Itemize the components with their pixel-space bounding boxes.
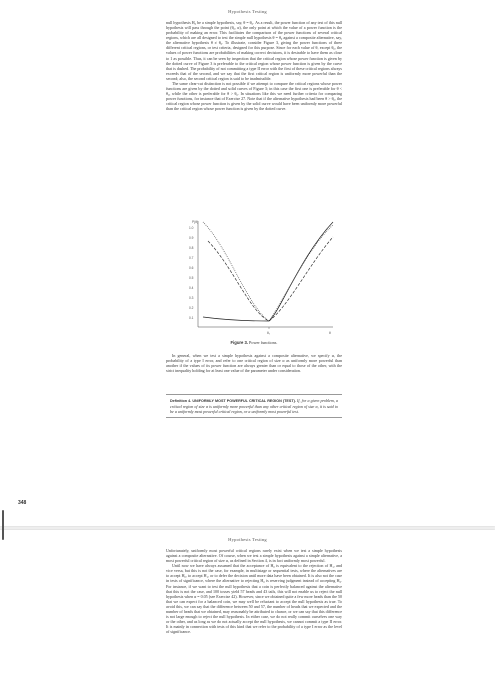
paragraph: Until now we have always assumed that the acceptance of H₀ is equivalent to the rejection of H₁, and vice versa, but this is not the case, for example, in multistage or sequential tests, where the alternatives are to accept H₀, to accept H₁, or to defer the decision until more data have been obtained. It is also not the case in tests of significance, where the alternative to rejecting H₀ is reserving judgment instead of accepting H₀. For instance, if we want to test the null hypothesis that a coin is perfectly balanced against the alternative that this is not the case, and 100 tosses yield 57 heads and 43 tails, this will not enable us to reject the null hypothesis when α = 0.05 (see Exercise 42). However, since we obtained quite a few more heads than the 50 that we can expect for a balanced coin, we may well be reluctant to accept the null hypothesis as true. To avoid this, we can say that the difference between 50 and 57, the number of heads that we expected and the number of heads that we obtained, may reasonably be attributed to chance, or we can say that this difference is not large enough to reject the null hypothesis. In either case, we do not really commit ourselves one way or the other, and as long as we do not actually accept the null hypothesis, we cannot commit a type II error. It is mainly in connection with tests of this kind that we refer to the probability of a type I error as the level of significance.	[166, 563, 342, 635]
y-tick-label: 0.2	[189, 306, 194, 310]
definition-body: If, for a given problem, a critical region of size α is uniformly more powerful than any other critical region of size α, it is said to be a uniformly most powerful critical region, or a uniformly most powerful test.	[170, 398, 338, 414]
paragraph: null hypothesis H₀ be a simple hypothesis, say, θ = θ₀. As a result, the power function of any test of this null hypothesis will pass through the point (θ₀, α), the only point at which the value of a power function is the probability of making an error. This facilitates the comparison of the power functions of several critical regions, which are all designed to test the simple null hypothesis θ = θ₀ against a composite alternative, say, the alternative hypothesis θ ≠ θ₀. To illustrate, consider Figure 3, giving the power functions of three different critical regions, or test criteria, designed for this purpose. Since for each value of θ, except θ₀, the values of power functions are probabilities of making correct decisions, it is desirable to have them as close to 1 as possible. Thus, it can be seen by inspection that the critical region whose power function is given by the dotted curve of Figure 3 is preferable to the critical region whose power function is given by the curve that is dashed. The probability of not committing a type II error with the first of these critical regions always exceeds that of the second, and we say that the first critical region is uniformly more powerful than the second; also, the second critical region is said to be inadmissible.	[166, 20, 342, 81]
definition-box	[166, 394, 342, 418]
y-tick-label: 0.7	[189, 256, 194, 260]
paragraph: The same clear-cut distinction is not possible if we attempt to compare the critical regions whose power functions are given by the dotted and solid curves of Figure 3; in this case the first one is preferable for θ < θ₀, while the other is preferable for θ > θ₀. In situations like this we need further criteria for comparing power functions, for instance that of Exercise 27. Note that if the alternative hypothesis had been θ > θ₀, the critical region whose power function is given by the solid curve would have been uniformly more powerful than the critical region whose power function is given by the dotted curve.	[166, 80, 342, 112]
figure-caption	[166, 340, 342, 345]
definition-label: Definition 4. UNIFORMLY MOST POWERFUL CRITICAL REGION (TEST).	[170, 399, 296, 403]
x-tick-label: θ₀	[267, 331, 271, 335]
y-tick-label: 0.1	[189, 316, 194, 320]
text-block-page2	[166, 548, 342, 634]
running-head: Hypothesis Testing	[228, 9, 267, 14]
document-page-2	[0, 530, 495, 700]
y-tick-label: 0.5	[189, 276, 194, 280]
y-tick-label: 1.0	[189, 226, 194, 230]
paragraph: In general, when we test a simple hypothesis against a composite alternative, we specify α, the probability of a type I error, and refer to one critical region of size α as uniformly more powerful than another if the values of its power function are always greater than or equal to those of the other, with the strict inequality holding for at least one value of the parameter under consideration.	[166, 353, 342, 374]
y-tick-label: 0.4	[189, 286, 194, 290]
dashed-power-curve	[208, 237, 333, 321]
running-head: Hypothesis Testing	[228, 537, 267, 542]
text-block-top	[166, 20, 342, 111]
dotted-power-curve	[203, 222, 333, 321]
y-tick-label: 0.3	[189, 296, 194, 300]
y-tick-label: 0.6	[189, 266, 194, 270]
scrollbar-thumb[interactable]	[2, 510, 4, 540]
caption-text: Power functions.	[248, 340, 278, 345]
power-functions-figure	[188, 217, 338, 337]
caption-label: Figure 3.	[230, 340, 248, 345]
page-number: 348	[18, 500, 27, 506]
y-tick-label: 0.8	[189, 246, 194, 250]
x-axis-label: θ	[329, 331, 331, 335]
text-block-middle	[166, 353, 342, 373]
y-tick-label: 0.9	[189, 236, 194, 240]
y-axis-label: P(θ)	[192, 220, 199, 224]
y-ticks	[189, 226, 194, 320]
paragraph: Unfortunately, uniformly most powerful critical regions rarely exist when we test a simple hypothesis against a composite alternative. Of course, when we test a simple hypothesis against a simple alternative, a most powerful critical region of size α, as defined in Section 4, is in fact uniformly most powerful.	[166, 548, 342, 564]
solid-power-curve	[203, 222, 333, 321]
